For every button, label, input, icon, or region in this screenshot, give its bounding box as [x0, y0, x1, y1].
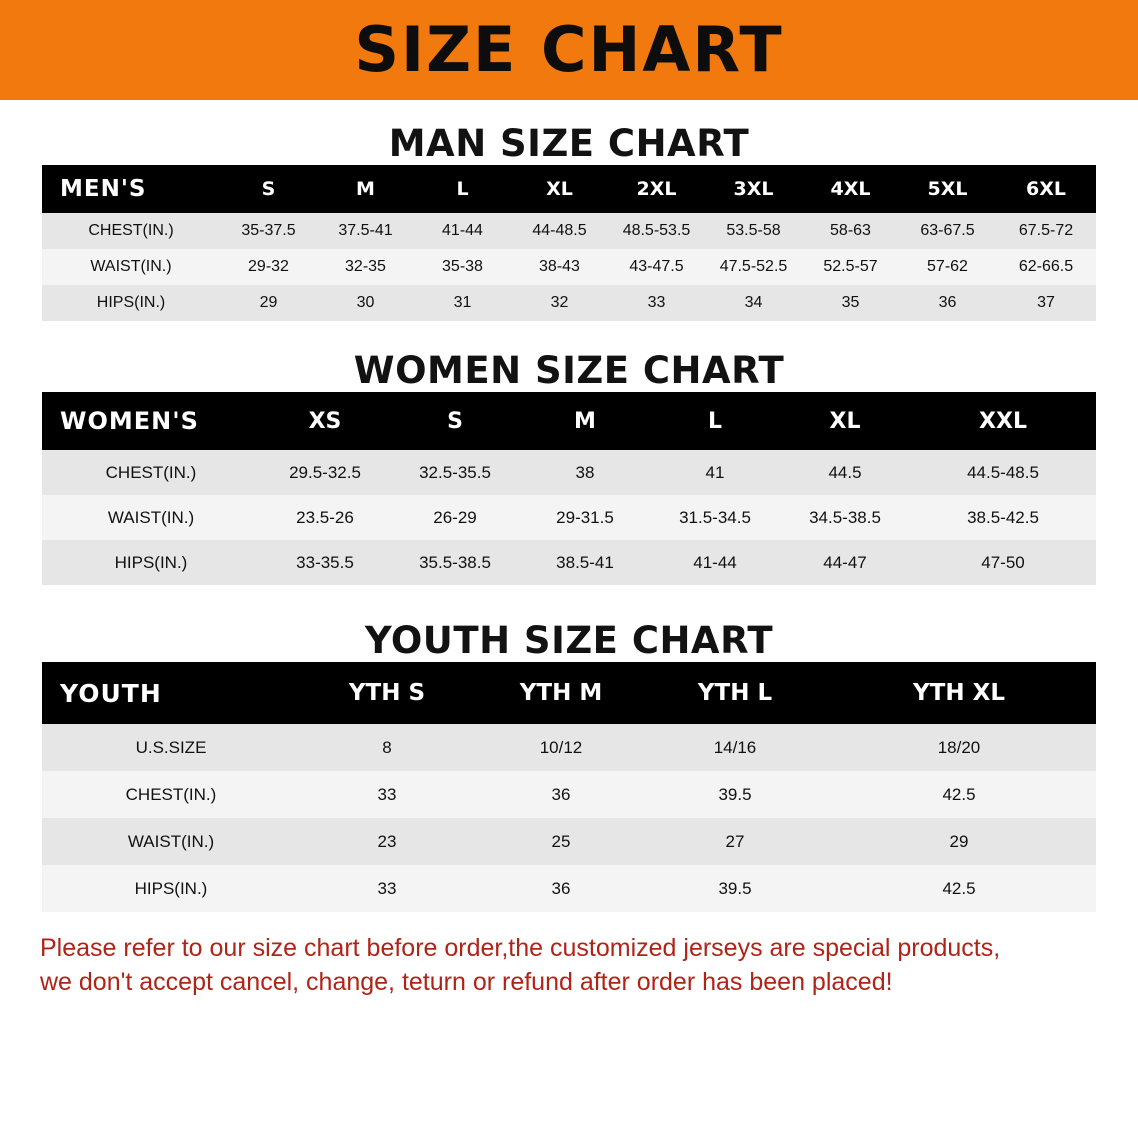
table-cell: 47-50 — [910, 540, 1096, 585]
table-cell: 38.5-41 — [520, 540, 650, 585]
table-cell: 36 — [474, 771, 648, 818]
youth-header-cell: YTH L — [648, 662, 822, 724]
table-cell: 32 — [511, 285, 608, 321]
man-table-wrap — [42, 165, 1096, 321]
table-row — [42, 724, 1096, 771]
table-cell: 38.5-42.5 — [910, 495, 1096, 540]
man-header-cell: MEN'S — [42, 165, 220, 213]
table-cell: 26-29 — [390, 495, 520, 540]
table-cell: 35-38 — [414, 249, 511, 285]
table-row — [42, 213, 1096, 249]
youth-header-cell: YTH S — [300, 662, 474, 724]
table-cell: 14/16 — [648, 724, 822, 771]
table-row — [42, 249, 1096, 285]
table-cell: 32.5-35.5 — [390, 450, 520, 495]
table-cell: 58-63 — [802, 213, 899, 249]
table-cell: 30 — [317, 285, 414, 321]
table-cell: 32-35 — [317, 249, 414, 285]
row-label: CHEST(IN.) — [42, 213, 220, 249]
women-size-table — [42, 392, 1096, 585]
table-cell: 23 — [300, 818, 474, 865]
table-cell: 23.5-26 — [260, 495, 390, 540]
table-cell: 31.5-34.5 — [650, 495, 780, 540]
table-cell: 33 — [300, 865, 474, 912]
row-label: CHEST(IN.) — [42, 771, 300, 818]
youth-table-wrap — [42, 662, 1096, 912]
table-cell: 67.5-72 — [996, 213, 1096, 249]
table-cell: 35 — [802, 285, 899, 321]
table-cell: 38-43 — [511, 249, 608, 285]
man-table-header-row — [42, 165, 1096, 213]
table-cell: 62-66.5 — [996, 249, 1096, 285]
man-header-cell: 4XL — [802, 165, 899, 213]
table-row — [42, 865, 1096, 912]
table-cell: 29-31.5 — [520, 495, 650, 540]
table-row — [42, 540, 1096, 585]
man-header-cell: 2XL — [608, 165, 705, 213]
table-row — [42, 771, 1096, 818]
man-section-heading: MAN SIZE CHART — [388, 122, 750, 165]
table-cell: 37 — [996, 285, 1096, 321]
table-cell: 8 — [300, 724, 474, 771]
youth-header-cell: YTH M — [474, 662, 648, 724]
table-cell: 35.5-38.5 — [390, 540, 520, 585]
table-row — [42, 285, 1096, 321]
row-label: WAIST(IN.) — [42, 495, 260, 540]
table-cell: 47.5-52.5 — [705, 249, 802, 285]
page-banner — [0, 0, 1138, 100]
table-cell: 33-35.5 — [260, 540, 390, 585]
table-cell: 57-62 — [899, 249, 996, 285]
youth-section-heading: YOUTH SIZE CHART — [364, 619, 774, 662]
table-cell: 41 — [650, 450, 780, 495]
table-cell: 44.5 — [780, 450, 910, 495]
page-title: SIZE CHART — [354, 13, 784, 86]
table-cell: 25 — [474, 818, 648, 865]
women-header-cell: XS — [260, 392, 390, 450]
row-label: CHEST(IN.) — [42, 450, 260, 495]
women-header-cell: XL — [780, 392, 910, 450]
table-cell: 31 — [414, 285, 511, 321]
women-header-cell: M — [520, 392, 650, 450]
women-header-cell: WOMEN'S — [42, 392, 260, 450]
table-cell: 63-67.5 — [899, 213, 996, 249]
table-cell: 44-47 — [780, 540, 910, 585]
disclaimer-line-1: Please refer to our size chart before order,the customized jerseys are special products, — [40, 934, 1001, 962]
table-row — [42, 495, 1096, 540]
table-cell: 38 — [520, 450, 650, 495]
table-cell: 43-47.5 — [608, 249, 705, 285]
women-header-cell: XXL — [910, 392, 1096, 450]
table-cell: 27 — [648, 818, 822, 865]
table-cell: 33 — [300, 771, 474, 818]
table-cell: 44-48.5 — [511, 213, 608, 249]
table-cell: 29.5-32.5 — [260, 450, 390, 495]
table-cell: 29-32 — [220, 249, 317, 285]
table-cell: 53.5-58 — [705, 213, 802, 249]
table-cell: 35-37.5 — [220, 213, 317, 249]
row-label: HIPS(IN.) — [42, 540, 260, 585]
youth-size-table — [42, 662, 1096, 912]
table-cell: 42.5 — [822, 771, 1096, 818]
row-label: HIPS(IN.) — [42, 865, 300, 912]
table-row — [42, 818, 1096, 865]
table-cell: 29 — [822, 818, 1096, 865]
man-header-cell: 6XL — [996, 165, 1096, 213]
youth-header-cell: YOUTH — [42, 662, 300, 724]
table-cell: 34.5-38.5 — [780, 495, 910, 540]
table-cell: 33 — [608, 285, 705, 321]
table-cell: 39.5 — [648, 771, 822, 818]
man-header-cell: 3XL — [705, 165, 802, 213]
women-header-cell: L — [650, 392, 780, 450]
man-header-cell: 5XL — [899, 165, 996, 213]
table-cell: 41-44 — [650, 540, 780, 585]
women-header-cell: S — [390, 392, 520, 450]
man-header-cell: XL — [511, 165, 608, 213]
row-label: WAIST(IN.) — [42, 249, 220, 285]
table-cell: 41-44 — [414, 213, 511, 249]
row-label: U.S.SIZE — [42, 724, 300, 771]
women-section-heading: WOMEN SIZE CHART — [353, 349, 785, 392]
disclaimer-note — [40, 932, 1098, 1000]
table-cell: 18/20 — [822, 724, 1096, 771]
table-cell: 36 — [474, 865, 648, 912]
disclaimer-line-2: we don't accept cancel, change, teturn or refund after order has been placed! — [40, 967, 893, 996]
table-row — [42, 450, 1096, 495]
man-header-cell: S — [220, 165, 317, 213]
table-cell: 34 — [705, 285, 802, 321]
table-cell: 29 — [220, 285, 317, 321]
table-cell: 48.5-53.5 — [608, 213, 705, 249]
row-label: HIPS(IN.) — [42, 285, 220, 321]
table-cell: 10/12 — [474, 724, 648, 771]
women-table-header-row — [42, 392, 1096, 450]
table-cell: 44.5-48.5 — [910, 450, 1096, 495]
table-cell: 39.5 — [648, 865, 822, 912]
women-table-wrap — [42, 392, 1096, 585]
table-cell: 52.5-57 — [802, 249, 899, 285]
man-header-cell: M — [317, 165, 414, 213]
table-cell: 37.5-41 — [317, 213, 414, 249]
man-header-cell: L — [414, 165, 511, 213]
table-cell: 42.5 — [822, 865, 1096, 912]
youth-table-header-row — [42, 662, 1096, 724]
man-size-table — [42, 165, 1096, 321]
youth-header-cell: YTH XL — [822, 662, 1096, 724]
table-cell: 36 — [899, 285, 996, 321]
row-label: WAIST(IN.) — [42, 818, 300, 865]
